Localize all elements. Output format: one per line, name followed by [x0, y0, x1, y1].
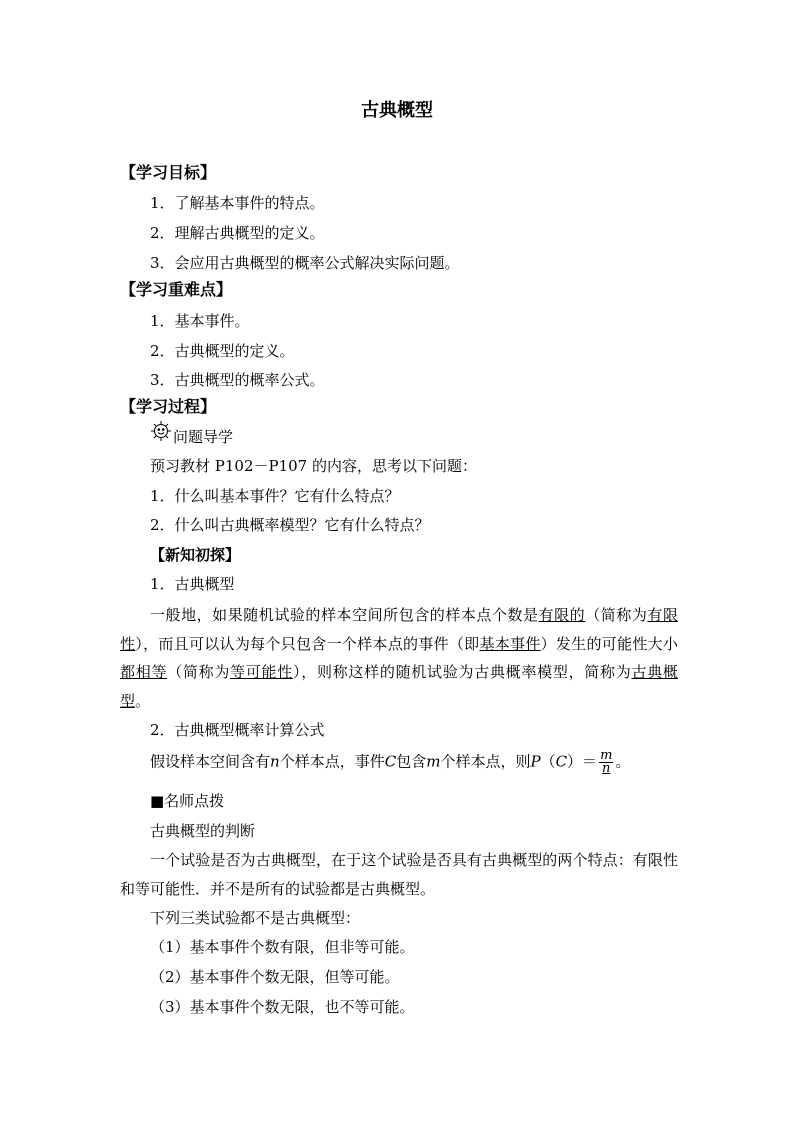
fraction-m-over-n: $\frac{m}{n}$	[600, 748, 613, 776]
formula-line: 假设样本空间含有n个样本点，事件C包含m个样本点，则P（C）＝ $\frac{m}{n}$ 。	[150, 748, 631, 776]
process-heading: 【学习过程】	[120, 397, 217, 416]
definition-paragraph: 一般地，如果随机试验的样本空间所包含的样本点个数是有限的（简称为有限性），而且可以认为每个只包含一个样本点的事件（即基本事件）发生的可能性大小都相等（简称为等可能性），则称这样的随机试验为古典概率模型，简称为古典概型。	[120, 606, 678, 710]
definition-title: 1．古典概型	[150, 575, 235, 593]
term-all-equal: 都相等	[120, 663, 168, 681]
non-classic-intro: 下列三类试验都不是古典概型：	[150, 909, 361, 927]
non-classic-item: （2）基本事件个数无限，但等可能。	[150, 968, 400, 986]
non-classic-item: （1）基本事件个数有限，但非等可能。	[150, 938, 415, 956]
key-item: 3．古典概型的概率公式。	[150, 371, 325, 389]
goal-item: 2．理解古典概型的定义。	[150, 224, 325, 242]
key-item: 2．古典概型的定义。	[150, 342, 295, 360]
term-finite: 有限的	[538, 606, 586, 624]
new-knowledge-heading: 【新知初探】	[150, 546, 241, 564]
preview-text: 预习教材 P102－P107 的内容，思考以下问题：	[150, 457, 477, 475]
page-title: 古典概型	[361, 100, 433, 121]
question-item: 2．什么叫古典概率模型？它有什么特点？	[150, 516, 430, 534]
term-equal-likelihood: 等可能性	[230, 663, 293, 681]
key-item: 1．基本事件。	[150, 312, 250, 330]
goal-item: 1．了解基本事件的特点。	[150, 194, 325, 212]
term-finiteness: 有限性	[120, 606, 678, 653]
non-classic-item: （3）基本事件个数无限，也不等可能。	[150, 998, 415, 1016]
term-basic-event: 基本事件	[479, 634, 541, 653]
question-item: 1．什么叫基本事件？它有什么特点？	[150, 487, 400, 505]
tip-title: 古典概型的判断	[150, 822, 256, 840]
formula-title: 2．古典概型概率计算公式	[150, 721, 325, 739]
goals-heading: 【学习目标】	[120, 163, 217, 182]
smiley-sun-icon	[150, 420, 172, 442]
tip-paragraph: 一个试验是否为古典概型，在于这个试验是否具有古典概型的两个特点：有限性和等可能性．并不是所有的试验都是古典概型。	[120, 851, 678, 898]
term-classical-model: 古典概型	[120, 663, 678, 710]
key-heading: 【学习重难点】	[120, 280, 233, 299]
guide-label: 问题导学	[173, 428, 234, 446]
goal-item: 3．会应用古典概型的概率公式解决实际问题。	[150, 254, 460, 272]
tip-heading: ■名师点拨	[150, 792, 225, 810]
